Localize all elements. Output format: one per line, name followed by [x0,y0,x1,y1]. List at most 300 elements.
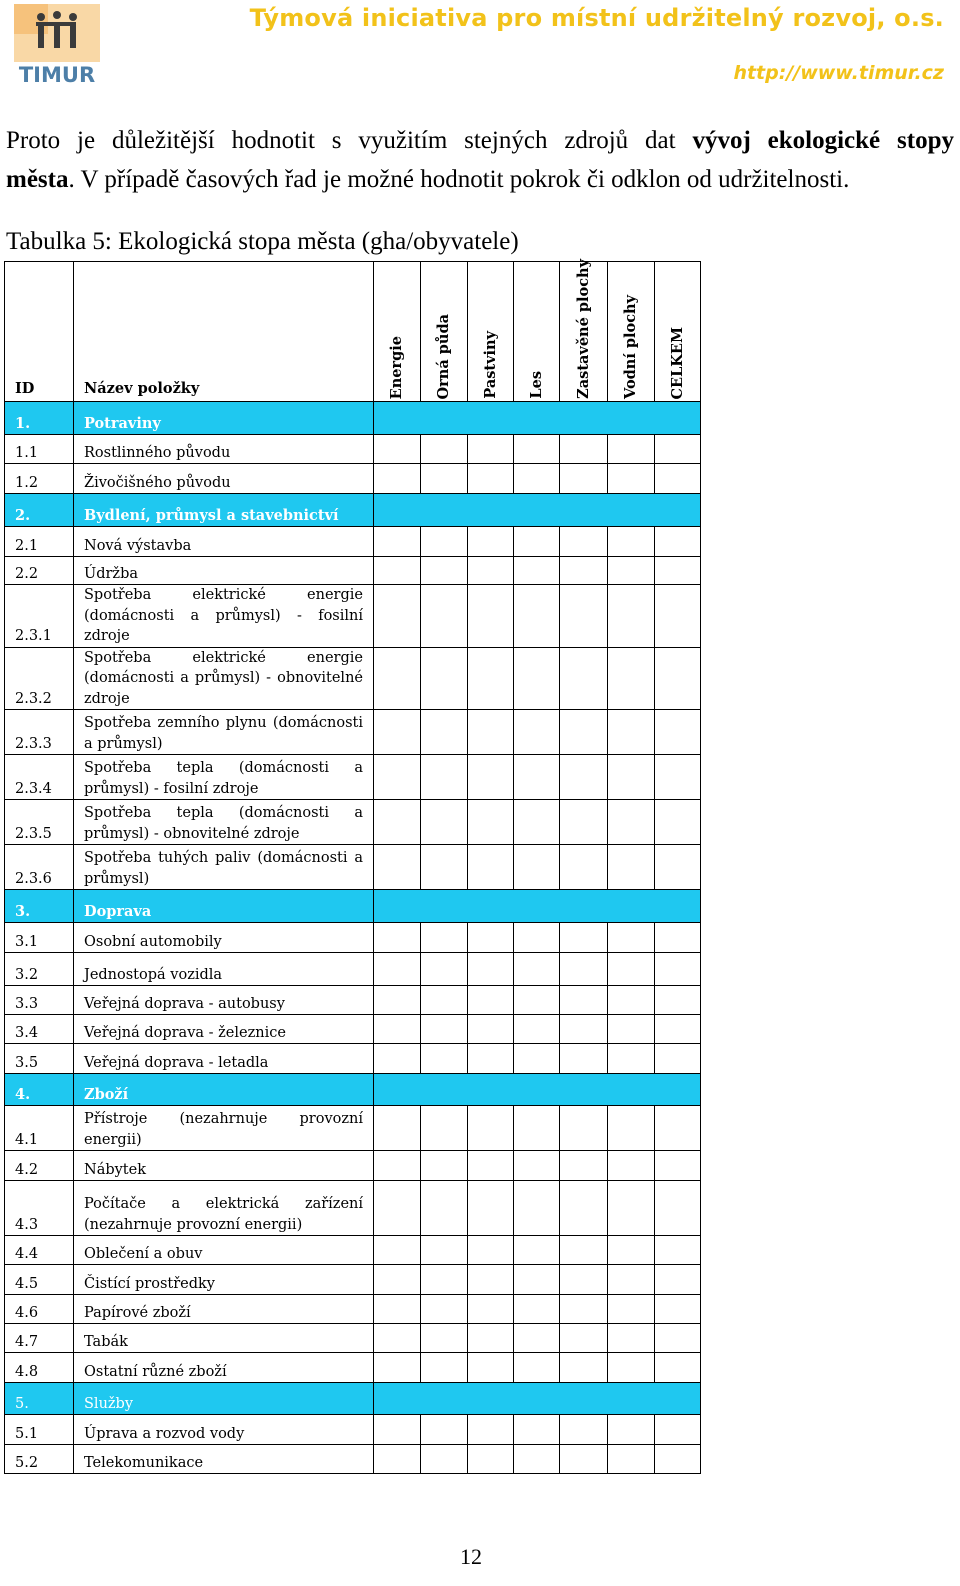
value-cell[interactable] [374,1106,421,1151]
table-row [5,986,701,1015]
row-id: 5.2 [5,1445,74,1474]
value-cell[interactable] [374,585,421,648]
row-name: Oblečení a obuv [74,1236,374,1265]
value-cell[interactable] [514,1015,560,1044]
category-fill [374,890,701,923]
category-fill [374,494,701,527]
row-name: Potraviny [74,402,374,435]
row-id: 2.2 [5,557,74,585]
row-name: Papírové zboží [74,1295,374,1324]
value-cell[interactable] [608,1015,655,1044]
value-cell[interactable] [468,1353,514,1383]
value-cell[interactable] [374,1324,421,1353]
header-les [514,262,560,402]
value-cell[interactable] [421,435,468,464]
row-name: Počítače a elektrická zařízení (nezahrnuje provozní energii) [74,1181,374,1236]
value-cell[interactable] [468,1181,514,1236]
header-energie [374,262,421,402]
value-cell[interactable] [514,1151,560,1181]
value-cell[interactable] [421,1324,468,1353]
table-row [5,1236,701,1265]
value-cell[interactable] [468,435,514,464]
value-cell[interactable] [514,1236,560,1265]
value-cell[interactable] [560,1265,608,1295]
value-cell[interactable] [468,1044,514,1074]
value-cell[interactable] [514,1295,560,1324]
row-id: 4.7 [5,1324,74,1353]
row-name: Osobní automobily [74,923,374,953]
table-row [5,800,701,845]
value-cell[interactable] [514,986,560,1015]
category-fill [374,1383,701,1415]
row-id: 2. [5,494,74,527]
row-name: Živočišného původu [74,464,374,494]
table-row [5,1353,701,1383]
header-id: ID [5,262,74,402]
value-cell[interactable] [421,755,468,800]
value-cell[interactable] [514,1415,560,1445]
value-cell[interactable] [608,1106,655,1151]
value-cell[interactable] [608,1181,655,1236]
value-cell[interactable] [560,1236,608,1265]
value-cell[interactable] [468,464,514,494]
value-cell[interactable] [608,585,655,648]
value-cell[interactable] [421,1015,468,1044]
table-row [5,1106,701,1151]
value-cell[interactable] [514,755,560,800]
value-cell[interactable] [608,527,655,557]
value-cell[interactable] [655,1415,701,1445]
row-name: Spotřeba tepla (domácnosti a průmysl) - obnovitelné zdroje [74,800,374,845]
value-cell[interactable] [421,1445,468,1474]
table-row [5,1044,701,1074]
value-cell[interactable] [608,1415,655,1445]
value-cell[interactable] [468,1265,514,1295]
row-name: Spotřeba elektrické energie (domácnosti a průmysl) - fosilní zdroje [74,585,374,648]
row-id: 1. [5,402,74,435]
value-cell[interactable] [421,1181,468,1236]
value-cell[interactable] [374,1353,421,1383]
value-cell[interactable] [560,647,608,710]
table-row [5,1415,701,1445]
header-zastavene-plochy-label: Zastavěné plochy [574,259,592,399]
value-cell[interactable] [374,845,421,890]
value-cell[interactable] [655,1106,701,1151]
logo-text: TIMUR [18,63,96,87]
row-name: Spotřeba elektrické energie (domácnosti a průmysl) - obnovitelné zdroje [74,647,374,710]
row-name: Spotřeba zemního plynu (domácnosti a průmysl) [74,710,374,755]
value-cell[interactable] [560,585,608,648]
value-cell[interactable] [655,845,701,890]
value-cell[interactable] [655,527,701,557]
value-cell[interactable] [374,1236,421,1265]
value-cell[interactable] [514,1044,560,1074]
timur-logo [14,4,100,90]
value-cell[interactable] [514,1106,560,1151]
row-id: 4.2 [5,1151,74,1181]
value-cell[interactable] [608,1295,655,1324]
paragraph-line-2 [6,166,849,193]
value-cell[interactable] [560,923,608,953]
row-id: 4.6 [5,1295,74,1324]
row-name: Služby [74,1383,374,1415]
row-name: Tabák [74,1324,374,1353]
value-cell[interactable] [560,464,608,494]
value-cell[interactable] [655,986,701,1015]
value-cell[interactable] [421,1265,468,1295]
row-name: Úprava a rozvod vody [74,1415,374,1445]
row-id: 4.1 [5,1106,74,1151]
value-cell[interactable] [374,923,421,953]
row-id: 2.3.1 [5,585,74,648]
paragraph-bold-1: vývoj ekologické stopy [692,127,954,154]
value-cell[interactable] [421,953,468,986]
row-name: Veřejná doprava - železnice [74,1015,374,1044]
value-cell[interactable] [374,1415,421,1445]
paragraph-text-2: . V případě časových řad je možné hodnotit pokrok či odklon od udržitelnosti. [68,166,850,193]
value-cell[interactable] [468,1295,514,1324]
row-name: Zboží [74,1074,374,1106]
value-cell[interactable] [655,464,701,494]
row-name: Údržba [74,557,374,585]
value-cell[interactable] [608,986,655,1015]
value-cell[interactable] [374,986,421,1015]
table-row [5,585,701,648]
value-cell[interactable] [374,1181,421,1236]
value-cell[interactable] [560,1295,608,1324]
value-cell[interactable] [560,1445,608,1474]
value-cell[interactable] [374,1445,421,1474]
table-row [5,1015,701,1044]
value-cell[interactable] [421,845,468,890]
value-cell[interactable] [374,800,421,845]
value-cell[interactable] [560,986,608,1015]
row-name: Veřejná doprava - autobusy [74,986,374,1015]
value-cell[interactable] [560,800,608,845]
value-cell[interactable] [468,585,514,648]
value-cell[interactable] [655,1353,701,1383]
value-cell[interactable] [608,647,655,710]
header-celkem-label: CELKEM [668,326,686,399]
value-cell[interactable] [374,710,421,755]
value-cell[interactable] [655,557,701,585]
row-id: 2.3.3 [5,710,74,755]
value-cell[interactable] [421,986,468,1015]
row-name: Čistící prostředky [74,1265,374,1295]
three-figures-logo-icon [14,4,100,90]
table-row [5,755,701,800]
value-cell[interactable] [514,953,560,986]
value-cell[interactable] [468,710,514,755]
row-name: Přístroje (nezahrnuje provozní energii) [74,1106,374,1151]
row-name: Jednostopá vozidla [74,953,374,986]
value-cell[interactable] [421,557,468,585]
value-cell[interactable] [608,1324,655,1353]
value-cell[interactable] [608,953,655,986]
value-cell[interactable] [514,710,560,755]
value-cell[interactable] [560,1151,608,1181]
value-cell[interactable] [514,923,560,953]
value-cell[interactable] [514,464,560,494]
row-id: 2.1 [5,527,74,557]
table-header-row [5,262,701,402]
header-orna-puda-label: Orná půda [434,313,452,399]
header-pastviny [468,262,514,402]
value-cell[interactable] [514,1445,560,1474]
value-cell[interactable] [468,1151,514,1181]
intro-paragraph [6,121,954,199]
row-id: 3. [5,890,74,923]
value-cell[interactable] [655,1295,701,1324]
value-cell[interactable] [468,800,514,845]
value-cell[interactable] [374,755,421,800]
value-cell[interactable] [374,647,421,710]
value-cell[interactable] [655,953,701,986]
row-id: 4.5 [5,1265,74,1295]
value-cell[interactable] [655,923,701,953]
value-cell[interactable] [514,557,560,585]
value-cell[interactable] [421,710,468,755]
table-row [5,464,701,494]
value-cell[interactable] [514,585,560,648]
row-id: 2.3.2 [5,647,74,710]
value-cell[interactable] [514,800,560,845]
value-cell[interactable] [468,755,514,800]
row-name: Nová výstavba [74,527,374,557]
row-id: 5.1 [5,1415,74,1445]
value-cell[interactable] [560,557,608,585]
value-cell[interactable] [560,1015,608,1044]
value-cell[interactable] [608,1236,655,1265]
value-cell[interactable] [421,923,468,953]
value-cell[interactable] [560,527,608,557]
row-name: Bydlení, průmysl a stavebnictví [74,494,374,527]
value-cell[interactable] [560,1415,608,1445]
value-cell[interactable] [655,800,701,845]
row-id: 3.2 [5,953,74,986]
table-row [5,1445,701,1474]
value-cell[interactable] [468,527,514,557]
value-cell[interactable] [468,647,514,710]
row-name: Ostatní různé zboží [74,1353,374,1383]
table-row [5,710,701,755]
value-cell[interactable] [560,710,608,755]
value-cell[interactable] [655,1445,701,1474]
value-cell[interactable] [655,710,701,755]
row-name: Rostlinného původu [74,435,374,464]
value-cell[interactable] [560,1324,608,1353]
organization-title: Týmová iniciativa pro místní udržitelný rozvoj, o.s. [249,4,944,32]
row-id: 3.5 [5,1044,74,1074]
value-cell[interactable] [655,647,701,710]
header-vodni-plochy [608,262,655,402]
value-cell[interactable] [421,1044,468,1074]
value-cell[interactable] [655,1015,701,1044]
value-cell[interactable] [421,1415,468,1445]
value-cell[interactable] [514,1265,560,1295]
value-cell[interactable] [468,1415,514,1445]
header-name: Název položky [74,262,374,402]
table-row [5,1324,701,1353]
value-cell[interactable] [421,464,468,494]
row-id: 4.4 [5,1236,74,1265]
value-cell[interactable] [374,1151,421,1181]
value-cell[interactable] [655,1044,701,1074]
row-name: Nábytek [74,1151,374,1181]
category-fill [374,402,701,435]
value-cell[interactable] [468,1445,514,1474]
value-cell[interactable] [374,527,421,557]
value-cell[interactable] [560,1044,608,1074]
value-cell[interactable] [655,755,701,800]
row-id: 3.4 [5,1015,74,1044]
paragraph-line-1 [6,121,954,160]
header-pastviny-label: Pastviny [481,331,499,399]
table-row [5,923,701,953]
value-cell[interactable] [514,1324,560,1353]
table-row [5,1265,701,1295]
row-name: Doprava [74,890,374,923]
value-cell[interactable] [608,923,655,953]
value-cell[interactable] [560,953,608,986]
value-cell[interactable] [655,1151,701,1181]
value-cell[interactable] [655,1181,701,1236]
row-name: Spotřeba tuhých paliv (domácnosti a průmysl) [74,845,374,890]
value-cell[interactable] [468,1106,514,1151]
value-cell[interactable] [421,647,468,710]
row-id: 3.1 [5,923,74,953]
row-id: 2.3.4 [5,755,74,800]
value-cell[interactable] [374,1265,421,1295]
value-cell[interactable] [608,1044,655,1074]
row-name: Veřejná doprava - letadla [74,1044,374,1074]
value-cell[interactable] [514,1181,560,1236]
value-cell[interactable] [374,1044,421,1074]
value-cell[interactable] [608,755,655,800]
table-caption: Tabulka 5: Ekologická stopa města (gha/obyvatele) [6,228,519,255]
header-celkem [655,262,701,402]
value-cell[interactable] [608,800,655,845]
value-cell[interactable] [608,1353,655,1383]
value-cell[interactable] [421,1106,468,1151]
page-number: 12 [460,1544,482,1569]
row-id: 2.3.6 [5,845,74,890]
value-cell[interactable] [468,557,514,585]
row-id: 4. [5,1074,74,1106]
row-id: 5. [5,1383,74,1415]
row-name: Telekomunikace [74,1445,374,1474]
value-cell[interactable] [421,527,468,557]
value-cell[interactable] [608,1445,655,1474]
value-cell[interactable] [468,1324,514,1353]
row-name: Spotřeba tepla (domácnosti a průmysl) - fosilní zdroje [74,755,374,800]
value-cell[interactable] [655,1236,701,1265]
value-cell[interactable] [560,1353,608,1383]
value-cell[interactable] [560,1181,608,1236]
value-cell[interactable] [468,986,514,1015]
value-cell[interactable] [655,1324,701,1353]
header-zastavene-plochy [560,259,608,402]
header-energie-label: Energie [387,335,405,399]
value-cell[interactable] [608,710,655,755]
table-row [5,1151,701,1181]
category-row [5,494,701,527]
value-cell[interactable] [421,1353,468,1383]
website-link[interactable]: http://www.timur.cz [733,62,944,84]
value-cell[interactable] [374,1295,421,1324]
table-row [5,557,701,585]
value-cell[interactable] [421,1151,468,1181]
value-cell[interactable] [514,527,560,557]
value-cell[interactable] [421,1236,468,1265]
value-cell[interactable] [608,1265,655,1295]
row-id: 2.3.5 [5,800,74,845]
table-row [5,1181,701,1236]
row-id: 4.3 [5,1181,74,1236]
row-id: 1.1 [5,435,74,464]
value-cell[interactable] [374,435,421,464]
value-cell[interactable] [468,923,514,953]
value-cell[interactable] [560,845,608,890]
value-cell[interactable] [421,585,468,648]
ecological-footprint-table [4,261,701,1474]
row-id: 1.2 [5,464,74,494]
table-row [5,647,701,710]
value-cell[interactable] [468,1015,514,1044]
header-les-label: Les [527,371,545,399]
value-cell[interactable] [468,953,514,986]
value-cell[interactable] [560,755,608,800]
value-cell[interactable] [608,557,655,585]
table-row [5,1295,701,1324]
header-vodni-plochy-label: Vodní plochy [621,295,639,399]
table-row [5,435,701,464]
value-cell[interactable] [655,435,701,464]
value-cell[interactable] [514,435,560,464]
value-cell[interactable] [560,435,608,464]
value-cell[interactable] [421,1295,468,1324]
value-cell[interactable] [608,435,655,464]
paragraph-text-1: Proto je důležitější hodnotit s využitím stejných zdrojů dat [6,127,693,154]
category-row [5,1383,701,1415]
value-cell[interactable] [514,1353,560,1383]
header-orna-puda [421,262,468,402]
row-id: 4.8 [5,1353,74,1383]
value-cell[interactable] [514,845,560,890]
category-row [5,1074,701,1106]
value-cell[interactable] [468,1236,514,1265]
row-id: 3.3 [5,986,74,1015]
category-row [5,402,701,435]
value-cell[interactable] [421,800,468,845]
value-cell[interactable] [608,845,655,890]
table-row [5,953,701,986]
value-cell[interactable] [374,464,421,494]
value-cell[interactable] [560,1106,608,1151]
value-cell[interactable] [374,1015,421,1044]
value-cell[interactable] [608,1151,655,1181]
value-cell[interactable] [655,1265,701,1295]
category-row [5,890,701,923]
category-fill [374,1074,701,1106]
value-cell[interactable] [608,464,655,494]
value-cell[interactable] [468,845,514,890]
value-cell[interactable] [655,585,701,648]
table-row [5,527,701,557]
value-cell[interactable] [374,953,421,986]
value-cell[interactable] [514,647,560,710]
value-cell[interactable] [374,557,421,585]
